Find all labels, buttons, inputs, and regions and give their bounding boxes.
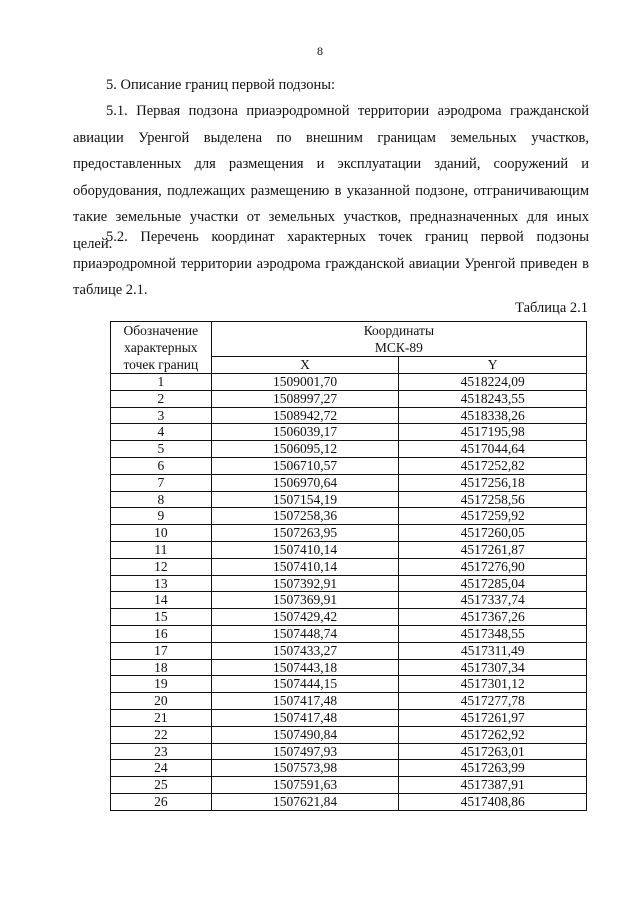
point-number-cell: 16 — [111, 625, 212, 642]
x-coordinate-cell: 1507591,63 — [211, 777, 399, 794]
header-point-designation — [111, 322, 212, 374]
x-coordinate-cell: 1507444,15 — [211, 676, 399, 693]
x-coordinate-cell: 1507621,84 — [211, 793, 399, 810]
y-coordinate-cell: 4517408,86 — [399, 793, 587, 810]
y-coordinate-cell: 4517260,05 — [399, 525, 587, 542]
y-coordinate-cell: 4517301,12 — [399, 676, 587, 693]
x-coordinate-cell: 1506039,17 — [211, 424, 399, 441]
table-row — [111, 441, 587, 458]
table-row — [111, 491, 587, 508]
point-number-cell: 11 — [111, 541, 212, 558]
table-row — [111, 592, 587, 609]
x-coordinate-cell: 1506095,12 — [211, 441, 399, 458]
header-y: Y — [399, 357, 587, 374]
point-number-cell: 19 — [111, 676, 212, 693]
table-row — [111, 424, 587, 441]
point-number-cell: 8 — [111, 491, 212, 508]
y-coordinate-cell: 4518338,26 — [399, 407, 587, 424]
point-number-cell: 3 — [111, 407, 212, 424]
y-coordinate-cell: 4517348,55 — [399, 625, 587, 642]
x-coordinate-cell: 1507429,42 — [211, 609, 399, 626]
table-row — [111, 726, 587, 743]
x-coordinate-cell: 1507433,27 — [211, 642, 399, 659]
table-header-row — [111, 322, 587, 357]
point-number-cell: 24 — [111, 760, 212, 777]
y-coordinate-cell: 4517285,04 — [399, 575, 587, 592]
section-heading: 5. Описание границ первой подзоны: — [106, 77, 336, 93]
point-number-cell: 2 — [111, 390, 212, 407]
header-coordinates-line: Координаты — [363, 323, 435, 339]
y-coordinate-cell: 4517307,34 — [399, 659, 587, 676]
x-coordinate-cell: 1508942,72 — [211, 407, 399, 424]
header-coordinates — [211, 322, 586, 357]
x-coordinate-cell: 1507258,36 — [211, 508, 399, 525]
point-number-cell: 22 — [111, 726, 212, 743]
point-number-cell: 10 — [111, 525, 212, 542]
point-number-cell: 21 — [111, 709, 212, 726]
table-row — [111, 575, 587, 592]
table-row — [111, 676, 587, 693]
point-number-cell: 7 — [111, 474, 212, 491]
header-x: X — [211, 357, 399, 374]
coordinates-table — [110, 321, 587, 811]
y-coordinate-cell: 4517367,26 — [399, 609, 587, 626]
point-number-cell: 14 — [111, 592, 212, 609]
header-point-line: характерных — [124, 340, 198, 355]
table-row — [111, 659, 587, 676]
y-coordinate-cell: 4517261,97 — [399, 709, 587, 726]
header-point-line: точек границ — [123, 357, 199, 372]
y-coordinate-cell: 4517387,91 — [399, 777, 587, 794]
table-row — [111, 407, 587, 424]
point-number-cell: 4 — [111, 424, 212, 441]
point-number-cell: 26 — [111, 793, 212, 810]
x-coordinate-cell: 1507392,91 — [211, 575, 399, 592]
y-coordinate-cell: 4517277,78 — [399, 693, 587, 710]
point-number-cell: 6 — [111, 457, 212, 474]
x-coordinate-cell: 1507410,14 — [211, 558, 399, 575]
x-coordinate-cell: 1507490,84 — [211, 726, 399, 743]
y-coordinate-cell: 4518224,09 — [399, 374, 587, 391]
x-coordinate-cell: 1507443,18 — [211, 659, 399, 676]
y-coordinate-cell: 4517259,92 — [399, 508, 587, 525]
table-row — [111, 743, 587, 760]
point-number-cell: 13 — [111, 575, 212, 592]
x-coordinate-cell: 1506710,57 — [211, 457, 399, 474]
table-row — [111, 777, 587, 794]
y-coordinate-cell: 4517337,74 — [399, 592, 587, 609]
page-number: 8 — [317, 44, 323, 58]
point-number-cell: 12 — [111, 558, 212, 575]
point-number-cell: 23 — [111, 743, 212, 760]
y-coordinate-cell: 4517263,99 — [399, 760, 587, 777]
point-number-cell: 15 — [111, 609, 212, 626]
coordinates-table-body — [111, 374, 587, 811]
x-coordinate-cell: 1509001,70 — [211, 374, 399, 391]
point-number-cell: 9 — [111, 508, 212, 525]
table-row — [111, 374, 587, 391]
y-coordinate-cell: 4517263,01 — [399, 743, 587, 760]
paragraph-5-1-text: 5.1. Первая подзона приаэродромной территории аэродрома гражданской авиации Уренгой выделена по внешним границам земельных участков, предоставленных для размещения и эксплуатации зданий, сооружений и оборудования, подлежащих размещению в указанной подзоне, отграничивающим такие земельные участки от земельных участков, предназначенных для иных целей. — [73, 103, 589, 252]
x-coordinate-cell: 1507448,74 — [211, 625, 399, 642]
paragraph-5-2-text: 5.2. Перечень координат характерных точек границ первой подзоны приаэродромной территории аэродрома гражданской авиации Уренгой приведен в таблице 2.1. — [73, 229, 589, 298]
point-number-cell: 18 — [111, 659, 212, 676]
point-number-cell: 20 — [111, 693, 212, 710]
y-coordinate-cell: 4517258,56 — [399, 491, 587, 508]
point-number-cell: 1 — [111, 374, 212, 391]
paragraph-5-2 — [73, 224, 589, 304]
y-coordinate-cell: 4517256,18 — [399, 474, 587, 491]
x-coordinate-cell: 1507263,95 — [211, 525, 399, 542]
y-coordinate-cell: 4517044,64 — [399, 441, 587, 458]
table-row — [111, 760, 587, 777]
y-coordinate-cell: 4517195,98 — [399, 424, 587, 441]
point-number-cell: 25 — [111, 777, 212, 794]
x-coordinate-cell: 1507497,93 — [211, 743, 399, 760]
table-caption: Таблица 2.1 — [515, 300, 588, 316]
x-coordinate-cell: 1507573,98 — [211, 760, 399, 777]
x-coordinate-cell: 1507410,14 — [211, 541, 399, 558]
table-row — [111, 609, 587, 626]
y-coordinate-cell: 4517252,82 — [399, 457, 587, 474]
table-row — [111, 558, 587, 575]
y-coordinate-cell: 4517276,90 — [399, 558, 587, 575]
table-row — [111, 474, 587, 491]
point-number-cell: 5 — [111, 441, 212, 458]
table-row — [111, 642, 587, 659]
x-coordinate-cell: 1508997,27 — [211, 390, 399, 407]
point-number-cell: 17 — [111, 642, 212, 659]
table-row — [111, 457, 587, 474]
table-row — [111, 390, 587, 407]
table-row — [111, 508, 587, 525]
y-coordinate-cell: 4517262,92 — [399, 726, 587, 743]
table-row — [111, 525, 587, 542]
y-coordinate-cell: 4517311,49 — [399, 642, 587, 659]
header-point-line: Обозначение — [123, 323, 199, 338]
x-coordinate-cell: 1507369,91 — [211, 592, 399, 609]
table-row — [111, 793, 587, 810]
table-row — [111, 541, 587, 558]
table-row — [111, 625, 587, 642]
x-coordinate-cell: 1506970,64 — [211, 474, 399, 491]
table-row — [111, 709, 587, 726]
x-coordinate-cell: 1507154,19 — [211, 491, 399, 508]
x-coordinate-cell: 1507417,48 — [211, 693, 399, 710]
table-row — [111, 693, 587, 710]
x-coordinate-cell: 1507417,48 — [211, 709, 399, 726]
y-coordinate-cell: 4517261,87 — [399, 541, 587, 558]
header-coordinates-line: МСК-89 — [374, 340, 423, 356]
y-coordinate-cell: 4518243,55 — [399, 390, 587, 407]
